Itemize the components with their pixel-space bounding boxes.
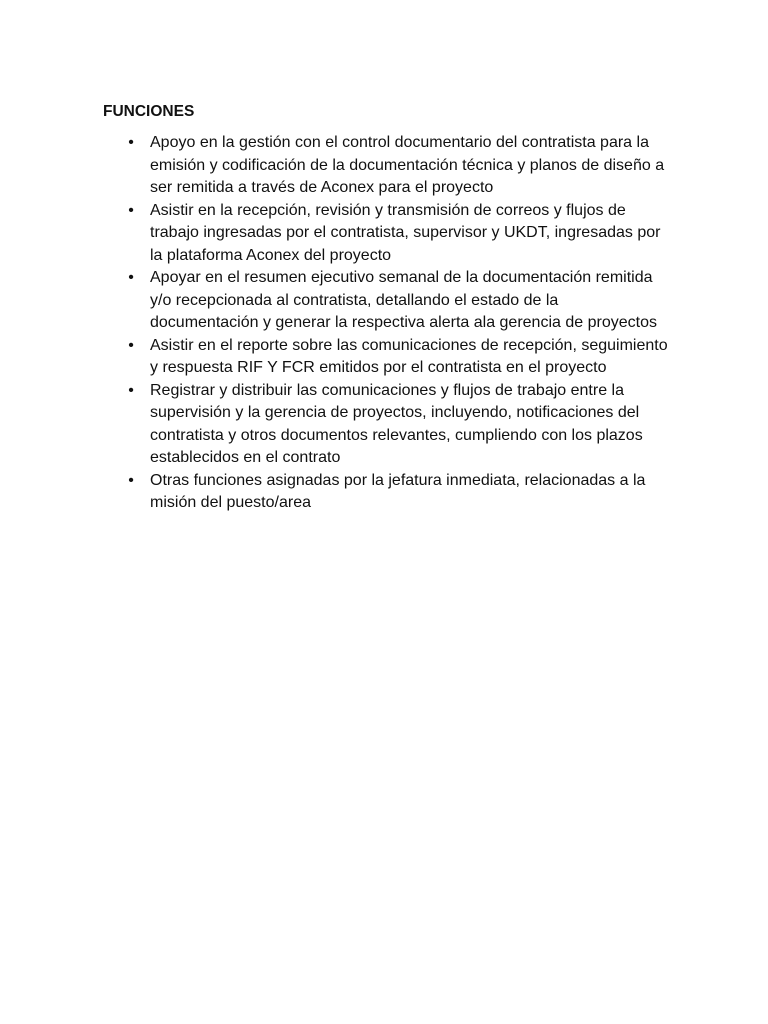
list-item-text: Asistir en la recepción, revisión y transmisión de correos y flujos de trabajo ingresadas por el contratista, supervisor y UKDT, ingresadas por la plataforma Aconex del proyecto [150, 201, 661, 264]
list-item [103, 470, 668, 515]
bullet-icon: • [128, 336, 134, 354]
list-item-text: Apoyar en el resumen ejecutivo semanal de la documentación remitida y/o recepcionada al contratista, detallando el estado de la documentación y generar la respectiva alerta ala gerencia de proyectos [150, 269, 657, 331]
list-item-text: Asistir en el reporte sobre las comunicaciones de recepción, seguimiento y respuesta RIF Y FCR emitidos por el contratista en el proyecto [150, 336, 668, 376]
bullet-icon: • [128, 269, 134, 286]
bullet-icon: • [128, 381, 134, 399]
list-item-text: Otras funciones asignadas por la jefatura inmediata, relacionadas a la misión del puesto/area [150, 471, 646, 511]
list-item-text: Apoyo en la gestión con el control documentario del contratista para la emisión y codificación de la documentación técnica y planos de diseño a ser remitida a través de Aconex para el proyecto [150, 134, 665, 196]
list-item [103, 267, 668, 335]
list-item [103, 200, 668, 268]
list-item-text: Registrar y distribuir las comunicaciones y flujos de trabajo entre la supervisión y la gerencia de proyectos, incluyendo, notificaciones del contratista y otros documentos relevantes, cumpliendo con los plazos establecidos en el contrato [150, 381, 643, 466]
list-item [103, 335, 668, 380]
functions-list [103, 132, 668, 515]
bullet-icon: • [128, 471, 134, 489]
section-heading: FUNCIONES [103, 103, 195, 120]
bullet-icon: • [128, 201, 134, 219]
list-item [103, 380, 668, 470]
bullet-icon: • [128, 134, 134, 151]
list-item [103, 132, 668, 200]
